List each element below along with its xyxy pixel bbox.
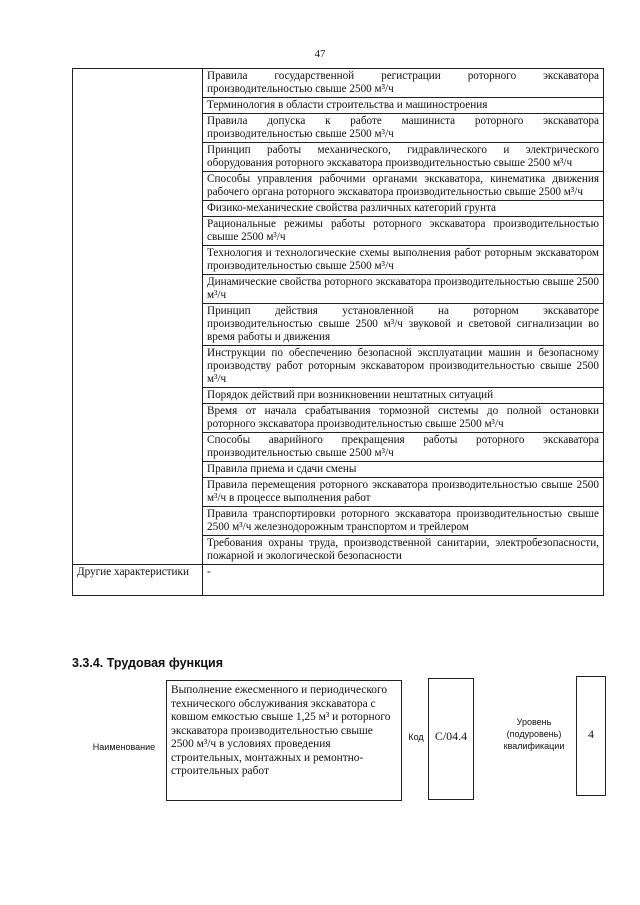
- knowledge-item: Правила государственной регистрации роторного экскаватора производительностью свыше 2500 м³/ч: [203, 69, 604, 98]
- function-code: C/04.4: [428, 678, 474, 800]
- knowledge-label-cell: [73, 69, 203, 565]
- section-heading: 3.3.4. Трудовая функция: [72, 656, 224, 670]
- knowledge-item: Время от начала срабатывания тормозной системы до полной остановки роторного экскаватора производительностью свыше 2500 м³/ч: [203, 404, 604, 433]
- knowledge-item: Правила перемещения роторного экскаватора производительностью свыше 2500 м³/ч в процессе выполнения работ: [203, 478, 604, 507]
- function-title: Выполнение ежесменного и периодического технического обслуживания экскаватора с ковшом емкостью свыше 1,25 м³ и роторного экскаватора производительностью свыше 2500 м³/ч в условиях проведения строительных, монтажных и ремонтно-строительных работ: [166, 680, 402, 801]
- page-number: 47: [314, 48, 326, 60]
- function-name-label: Наименование: [92, 742, 156, 752]
- code-label: Код: [408, 732, 424, 742]
- knowledge-item: Инструкции по обеспечению безопасной эксплуатации машин и безопасному производству работ роторным экскаватором производительностью свыше 2500 м³/ч: [203, 346, 604, 388]
- other-characteristics-value: -: [203, 565, 604, 596]
- qualification-level-label: Уровень (подуровень) квалификации: [503, 717, 565, 751]
- knowledge-item: Принцип работы механического, гидравлического и электрического оборудования роторного экскаватора производительностью свыше 2500 м³/ч: [203, 143, 604, 172]
- knowledge-item: Динамические свойства роторного экскаватора производительностью свыше 2500 м³/ч: [203, 275, 604, 304]
- knowledge-item: Правила приема и сдачи смены: [203, 462, 604, 478]
- knowledge-item: Принцип действия установленной на роторном экскаваторе производительностью свыше 2500 м³/ч звуковой и световой сигнализации во время работы и движения: [203, 304, 604, 346]
- knowledge-item: Правила допуска к работе машиниста роторного экскаватора производительностью свыше 2500 м³/ч: [203, 114, 604, 143]
- knowledge-item: Технология и технологические схемы выполнения работ роторным экскаватором производительностью свыше 2500 м³/ч: [203, 246, 604, 275]
- table-row: [73, 69, 604, 98]
- knowledge-item: Способы управления рабочими органами экскаватора, кинематика движения рабочего органа роторного экскаватора производительностью свыше 2500 м³/ч: [203, 172, 604, 201]
- knowledge-item: Рациональные режимы работы роторного экскаватора производительностью свыше 2500 м³/ч: [203, 217, 604, 246]
- table-row: [73, 565, 604, 596]
- other-characteristics-label: Другие характеристики: [73, 565, 203, 596]
- qualification-level: 4: [576, 676, 606, 796]
- knowledge-item: Правила транспортировки роторного экскаватора производительностью свыше 2500 м³/ч железнодорожным транспортом и трейлером: [203, 507, 604, 536]
- knowledge-item: Терминология в области строительства и машиностроения: [203, 98, 604, 114]
- knowledge-item: Порядок действий при возникновении нештатных ситуаций: [203, 388, 604, 404]
- knowledge-item: Требования охраны труда, производственной санитарии, электробезопасности, пожарной и экологической безопасности: [203, 536, 604, 565]
- knowledge-item: Способы аварийного прекращения работы роторного экскаватора производительностью свыше 2500 м³/ч: [203, 433, 604, 462]
- knowledge-table: [72, 68, 604, 596]
- knowledge-item: Физико-механические свойства различных категорий грунта: [203, 201, 604, 217]
